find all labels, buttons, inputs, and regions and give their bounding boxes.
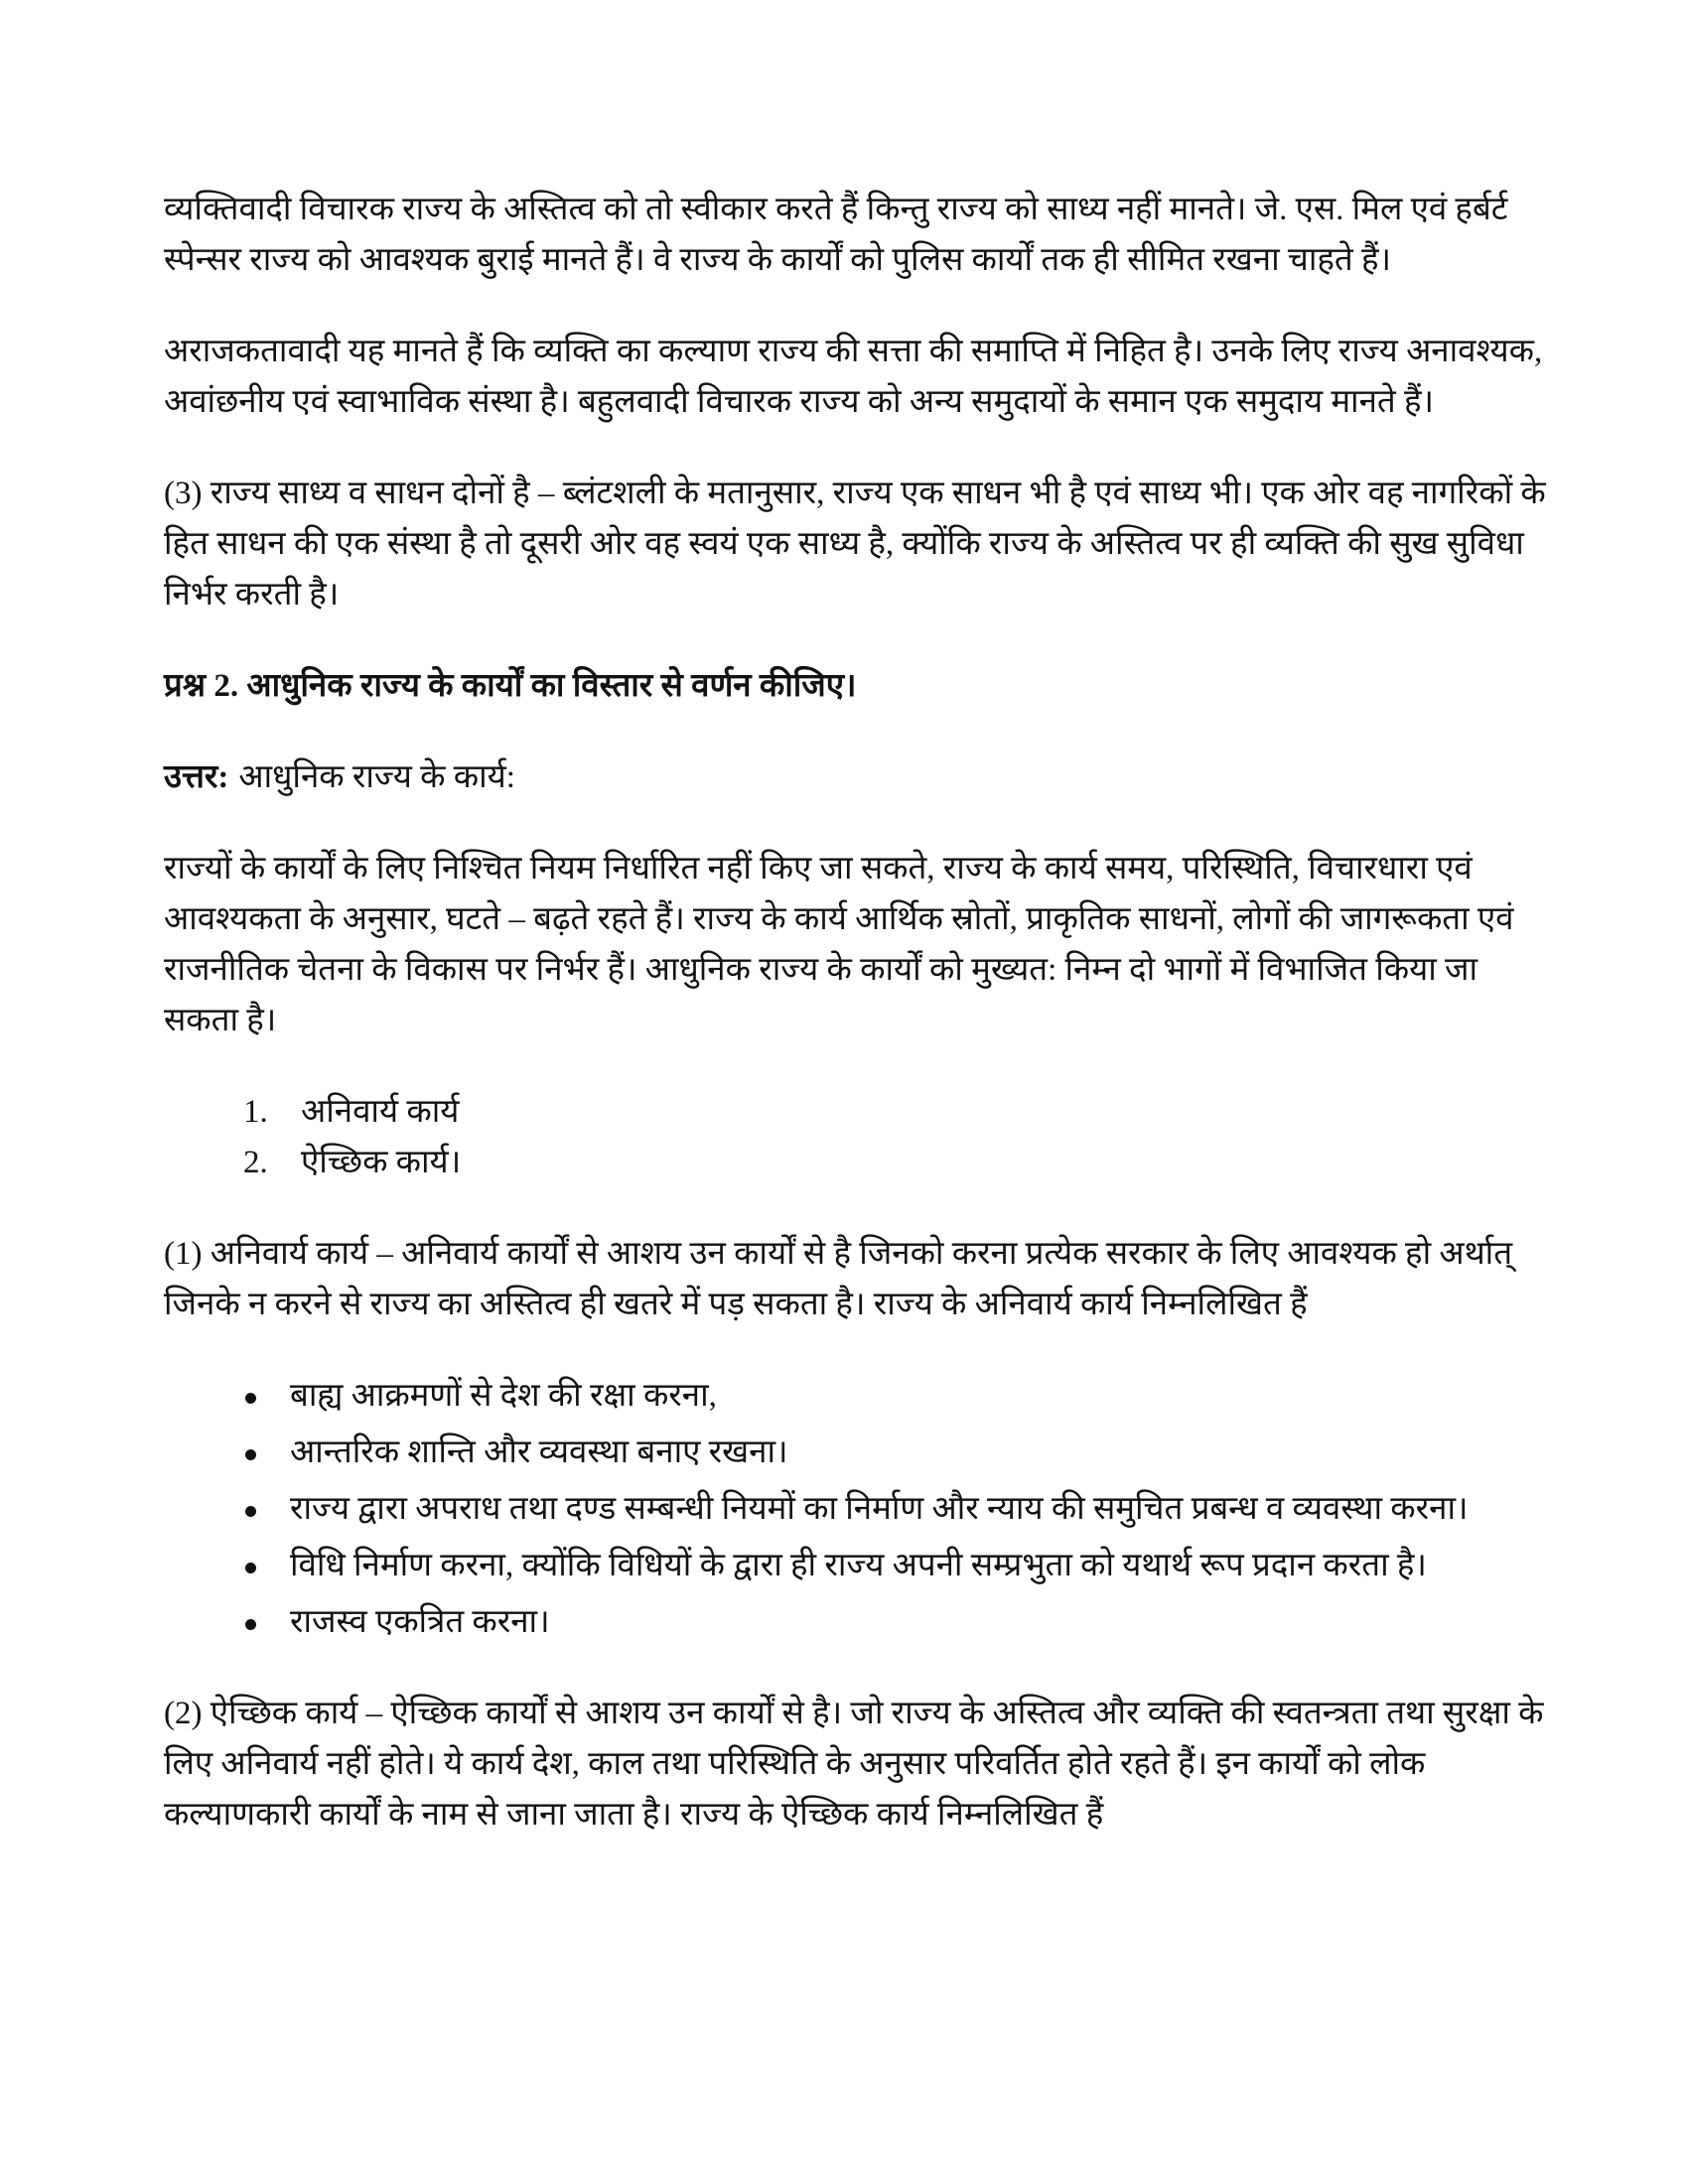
- paragraph-functions-intro: राज्यों के कार्यों के लिए निश्चित नियम निर्धारित नहीं किए जा सकते, राज्य के कार्य समय, परिस्थिति, विचारधारा एवं आवश्यकता के अनुसार, घटते – बढ़ते रहते हैं। राज्य के कार्य आर्थिक स्रोतों, प्राकृतिक साधनों, लोगों की जागरूकता एवं राजनीतिक चेतना के विकास पर निर्भर हैं। आधुनिक राज्य के कार्यों को मुख्यत: निम्न दो भागों में विभाजित किया जा सकता है।: [164, 851, 1514, 1038]
- list-item-text: ऐच्छिक कार्य।: [301, 1145, 462, 1180]
- list-item-text: राज्य द्वारा अपराध तथा दण्ड सम्बन्धी नियमों का निर्माण और न्याय की समुचित प्रबन्ध व व्यवस्था करना।: [290, 1491, 1469, 1527]
- bullet-icon: [245, 1619, 256, 1630]
- list-item: [164, 1484, 1554, 1535]
- list-number: 2.: [243, 1145, 268, 1180]
- paragraph-anarchists: अराजकतावादी यह मानते हैं कि व्यक्ति का कल्याण राज्य की सत्ता की समाप्ति में निहित है। उनके लिए राज्य अनावश्यक, अवांछनीय एवं स्वाभाविक संस्था है। बहुलवादी विचारक राज्य को अन्य समुदायों के समान एक समुदाय मानते हैं।: [164, 334, 1543, 420]
- list-item: [164, 1138, 1554, 1188]
- list-item-text: बाह्य आक्रमणों से देश की रक्षा करना,: [290, 1378, 717, 1414]
- list-item-text: विधि निर्माण करना, क्योंकि विधियों के द्वारा ही राज्य अपनी सम्प्रभुता को यथार्थ रूप प्रदान करता है।: [290, 1548, 1427, 1583]
- list-item-text: अनिवार्य कार्य: [301, 1094, 460, 1130]
- paragraph-individualist-thinkers: व्यक्तिवादी विचारक राज्य के अस्तित्व को तो स्वीकार करते हैं किन्तु राज्य को साध्य नहीं मानते। जे. एस. मिल एवं हर्बर्ट स्पेन्सर राज्य को आवश्यक बुराई मानते हैं। वे राज्य के कार्यों को पुलिस कार्यों तक ही सीमित रखना चाहते हैं।: [164, 192, 1508, 278]
- answer-line: [164, 752, 1554, 803]
- bullet-list-essential-functions: [164, 1371, 1554, 1648]
- list-number: 1.: [243, 1094, 268, 1130]
- bullet-icon: [245, 1449, 256, 1460]
- list-item-text: राजस्व एकत्रित करना।: [290, 1604, 550, 1640]
- question-2-heading: प्रश्न 2. आधुनिक राज्य के कार्यों का विस्तार से वर्णन कीजिए।: [164, 668, 857, 704]
- answer-intro: आधुनिक राज्य के कार्य:: [238, 759, 515, 795]
- list-item: [164, 1541, 1554, 1591]
- list-item: [164, 1597, 1554, 1648]
- bullet-icon: [245, 1393, 256, 1404]
- paragraph-state-means-and-end: (3) राज्य साध्य व साधन दोनों है – ब्लंटशली के मतानुसार, राज्य एक साधन भी है एवं साध्य भी। एक ओर वह नागरिकों के हित साधन की एक संस्था है तो दूसरी ओर वह स्वयं एक साध्य है, क्योंकि राज्य के अस्तित्व पर ही व्यक्ति की सुख सुविधा निर्भर करती है।: [164, 476, 1546, 613]
- list-item: [164, 1371, 1554, 1422]
- numbered-list-function-types: [164, 1087, 1554, 1188]
- answer-label: उत्तर:: [164, 759, 229, 795]
- paragraph-optional-functions: (2) ऐच्छिक कार्य – ऐच्छिक कार्यों से आशय उन कार्यों से है। जो राज्य के अस्तित्व और व्यक्ति की स्वतन्त्रता तथा सुरक्षा के लिए अनिवार्य नहीं होते। ये कार्य देश, काल तथा परिस्थिति के अनुसार परिवर्तित होते रहते हैं। इन कार्यों को लोक कल्याणकारी कार्यों के नाम से जाना जाता है। राज्य के ऐच्छिक कार्य निम्नलिखित हैं: [164, 1696, 1544, 1833]
- list-item: [164, 1087, 1554, 1138]
- list-item-text: आन्तरिक शान्ति और व्यवस्था बनाए रखना।: [290, 1434, 788, 1470]
- list-item: [164, 1428, 1554, 1478]
- bullet-icon: [245, 1563, 256, 1573]
- bullet-icon: [245, 1506, 256, 1517]
- paragraph-essential-functions: (1) अनिवार्य कार्य – अनिवार्य कार्यों से आशय उन कार्यों से है जिनको करना प्रत्येक सरकार के लिए आवश्यक हो अर्थात् जिनके न करने से राज्य का अस्तित्व ही खतरे में पड़ सकता है। राज्य के अनिवार्य कार्य निम्नलिखित हैं: [164, 1236, 1513, 1322]
